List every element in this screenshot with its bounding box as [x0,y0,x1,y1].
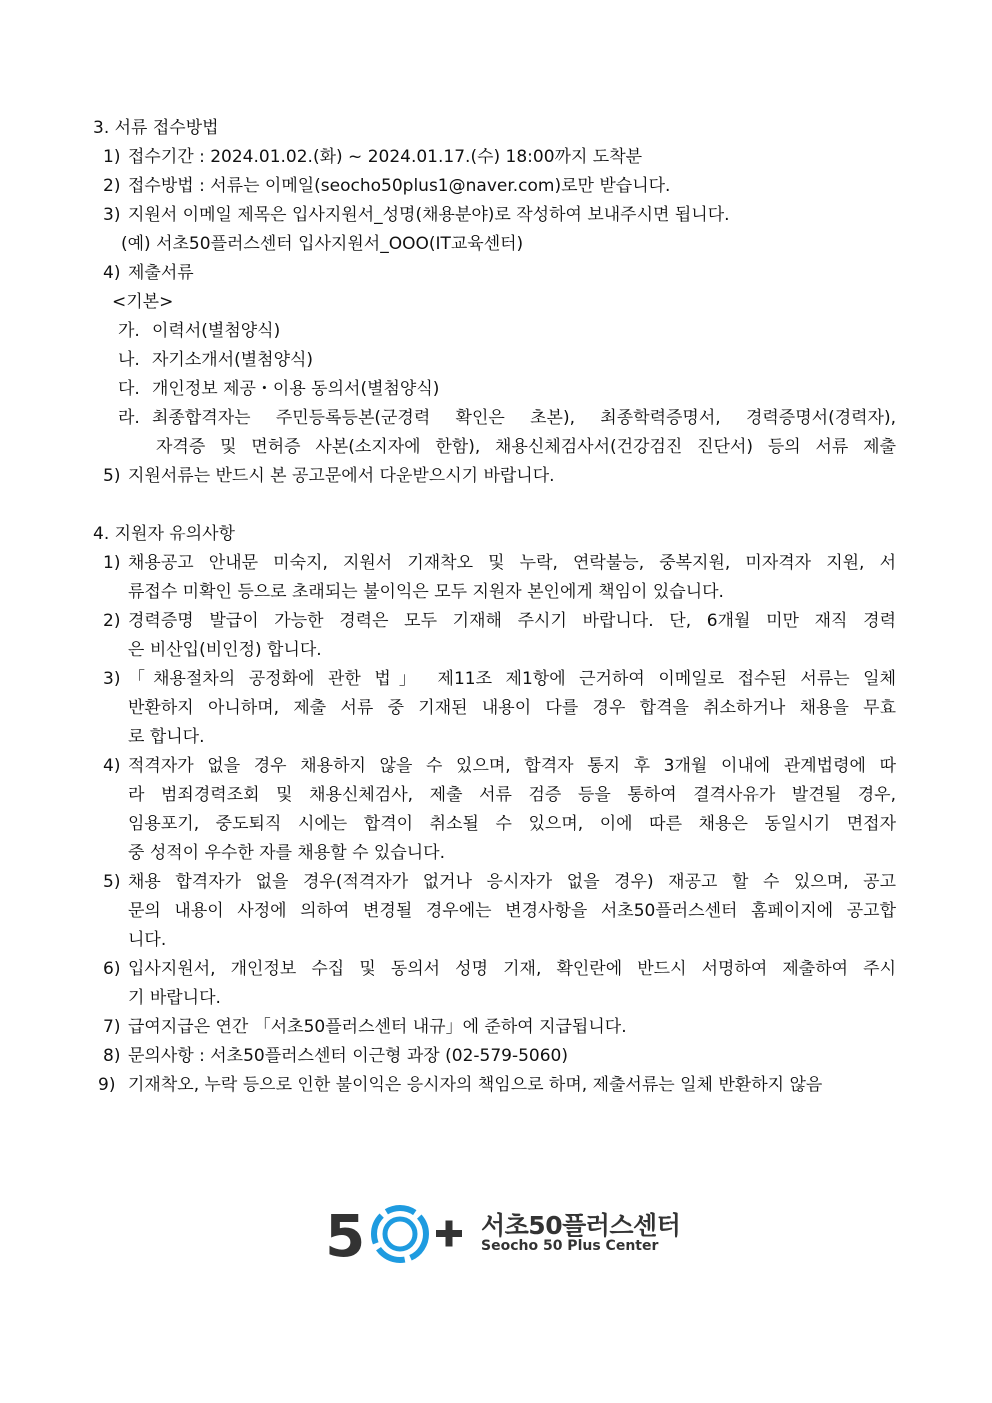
item-text: 입사지원서, 개인정보 수집 및 동의서 성명 기재, 확인란에 반드시 서명하여 제출하여 주시 [128,959,896,979]
basic-label: <기본> [112,292,174,312]
item-text: 지원서 이메일 제목은 입사지원서_성명(채용분야)로 작성하여 보내주시면 됩니다. [128,205,730,225]
example-text: (예) 서초50플러스센터 입사지원서_OOO(IT교육센터) [121,234,524,254]
item-text: 지원서류는 반드시 본 공고문에서 다운받으시기 바랍니다. [128,466,555,486]
item-number: 1) [103,553,121,573]
item-text-continued: 류접수 미확인 등으로 초래되는 불이익은 모두 지원자 본인에게 책임이 있습니다. [128,582,724,602]
item-text: 제출서류 [128,263,194,283]
item-text: 「채용절차의 공정화에 관한 법」 제11조 제1항에 근거하여 이메일로 접수된 서류는 일체 [128,669,896,689]
item-text-continued: 기 바랍니다. [128,988,221,1008]
doc-mark: 다. [118,379,140,399]
item-text-continued: 중 성적이 우수한 자를 채용할 수 있습니다. [128,843,446,863]
item-number: 5) [103,872,121,892]
item-number: 3) [103,669,121,689]
item-number: 7) [103,1017,121,1037]
item-text-continued: 라 범죄경력조회 및 채용신체검사, 제출 서류 검증 등을 통하여 결격사유가 발견될 경우, [128,785,896,805]
doc-text: 이력서(별첨양식) [152,321,281,341]
logo-name-en: Seocho 50 Plus Center [481,1238,659,1254]
doc-mark: 나. [118,350,140,370]
item-text: 접수방법 : 서류는 이메일(seocho50plus1@naver.com)로만 받습니다. [128,176,671,196]
item-text: 적격자가 없을 경우 채용하지 않을 수 있으며, 합격자 통지 후 3개월 이내에 관계법령에 따 [128,756,896,776]
item-number: 2) [103,611,121,631]
item-number: 4) [103,756,121,776]
doc-text: 개인정보 제공・이용 동의서(별첨양식) [152,379,440,399]
item-number: 8) [103,1046,121,1066]
item-text-continued: 임용포기, 중도퇴직 시에는 합격이 취소될 수 있으며, 이에 따른 채용은 동일시기 면접자 [128,814,896,834]
doc-text: 자기소개서(별첨양식) [152,350,314,370]
item-text: 접수기간 : 2024.01.02.(화) ~ 2024.01.17.(수) 18:00까지 도착분 [128,147,643,167]
doc-mark: 가. [118,321,140,341]
item-number: 4) [103,263,121,283]
item-text-continued: 니다. [128,930,167,950]
item-text: 문의사항 : 서초50플러스센터 이근형 과장 (02-579-5060) [128,1046,569,1066]
item-text-continued: 문의 내용이 사정에 의하여 변경될 경우에는 변경사항을 서초50플러스센터 홈페이지에 공고합 [128,901,896,921]
item-text: 경력증명 발급이 가능한 경력은 모두 기재해 주시기 바랍니다. 단, 6개월 미만 재직 경력 [128,611,896,631]
center-logo [325,1200,681,1264]
item-text: 급여지급은 연간 「서초50플러스센터 내규」에 준하여 지급됩니다. [128,1017,627,1037]
svg-text:5: 5 [325,1202,366,1264]
section4-heading: 4. 지원자 유의사항 [93,524,235,544]
item-text-continued: 은 비산입(비인정) 합니다. [128,640,322,660]
item-text-continued: 반환하지 아니하며, 제출 서류 중 기재된 내용이 다를 경우 합격을 취소하거나 채용을 무효 [128,698,896,718]
doc-text-continued: 자격증 및 면허증 사본(소지자에 한함), 채용신체검사서(건강검진 진단서) 등의 서류 제출 [156,437,896,457]
logo-mark-icon [325,1200,475,1264]
item-number: 3) [103,205,121,225]
item-text: 채용공고 안내문 미숙지, 지원서 기재착오 및 누락, 연락불능, 중복지원, 미자격자 지원, 서 [128,553,896,573]
item-text: 기재착오, 누락 등으로 인한 불이익은 응시자의 책임으로 하며, 제출서류는 일체 반환하지 않음 [128,1075,823,1095]
item-number: 2) [103,176,121,196]
item-number: 5) [103,466,121,486]
item-text: 채용 합격자가 없을 경우(적격자가 없거나 응시자가 없을 경우) 재공고 할 수 있으며, 공고 [128,872,896,892]
logo-name-ko: 서초50플러스센터 [481,1211,681,1240]
item-text-continued: 로 합니다. [128,727,205,747]
item-number: 6) [103,959,121,979]
item-number: 9) [98,1075,116,1095]
doc-text: 최종합격자는 주민등록등본(군경력 확인은 초본), 최종학력증명서, 경력증명서(경력자), [152,408,896,428]
item-number: 1) [103,147,121,167]
section3-heading: 3. 서류 접수방법 [93,118,219,138]
doc-mark: 라. [118,408,140,428]
